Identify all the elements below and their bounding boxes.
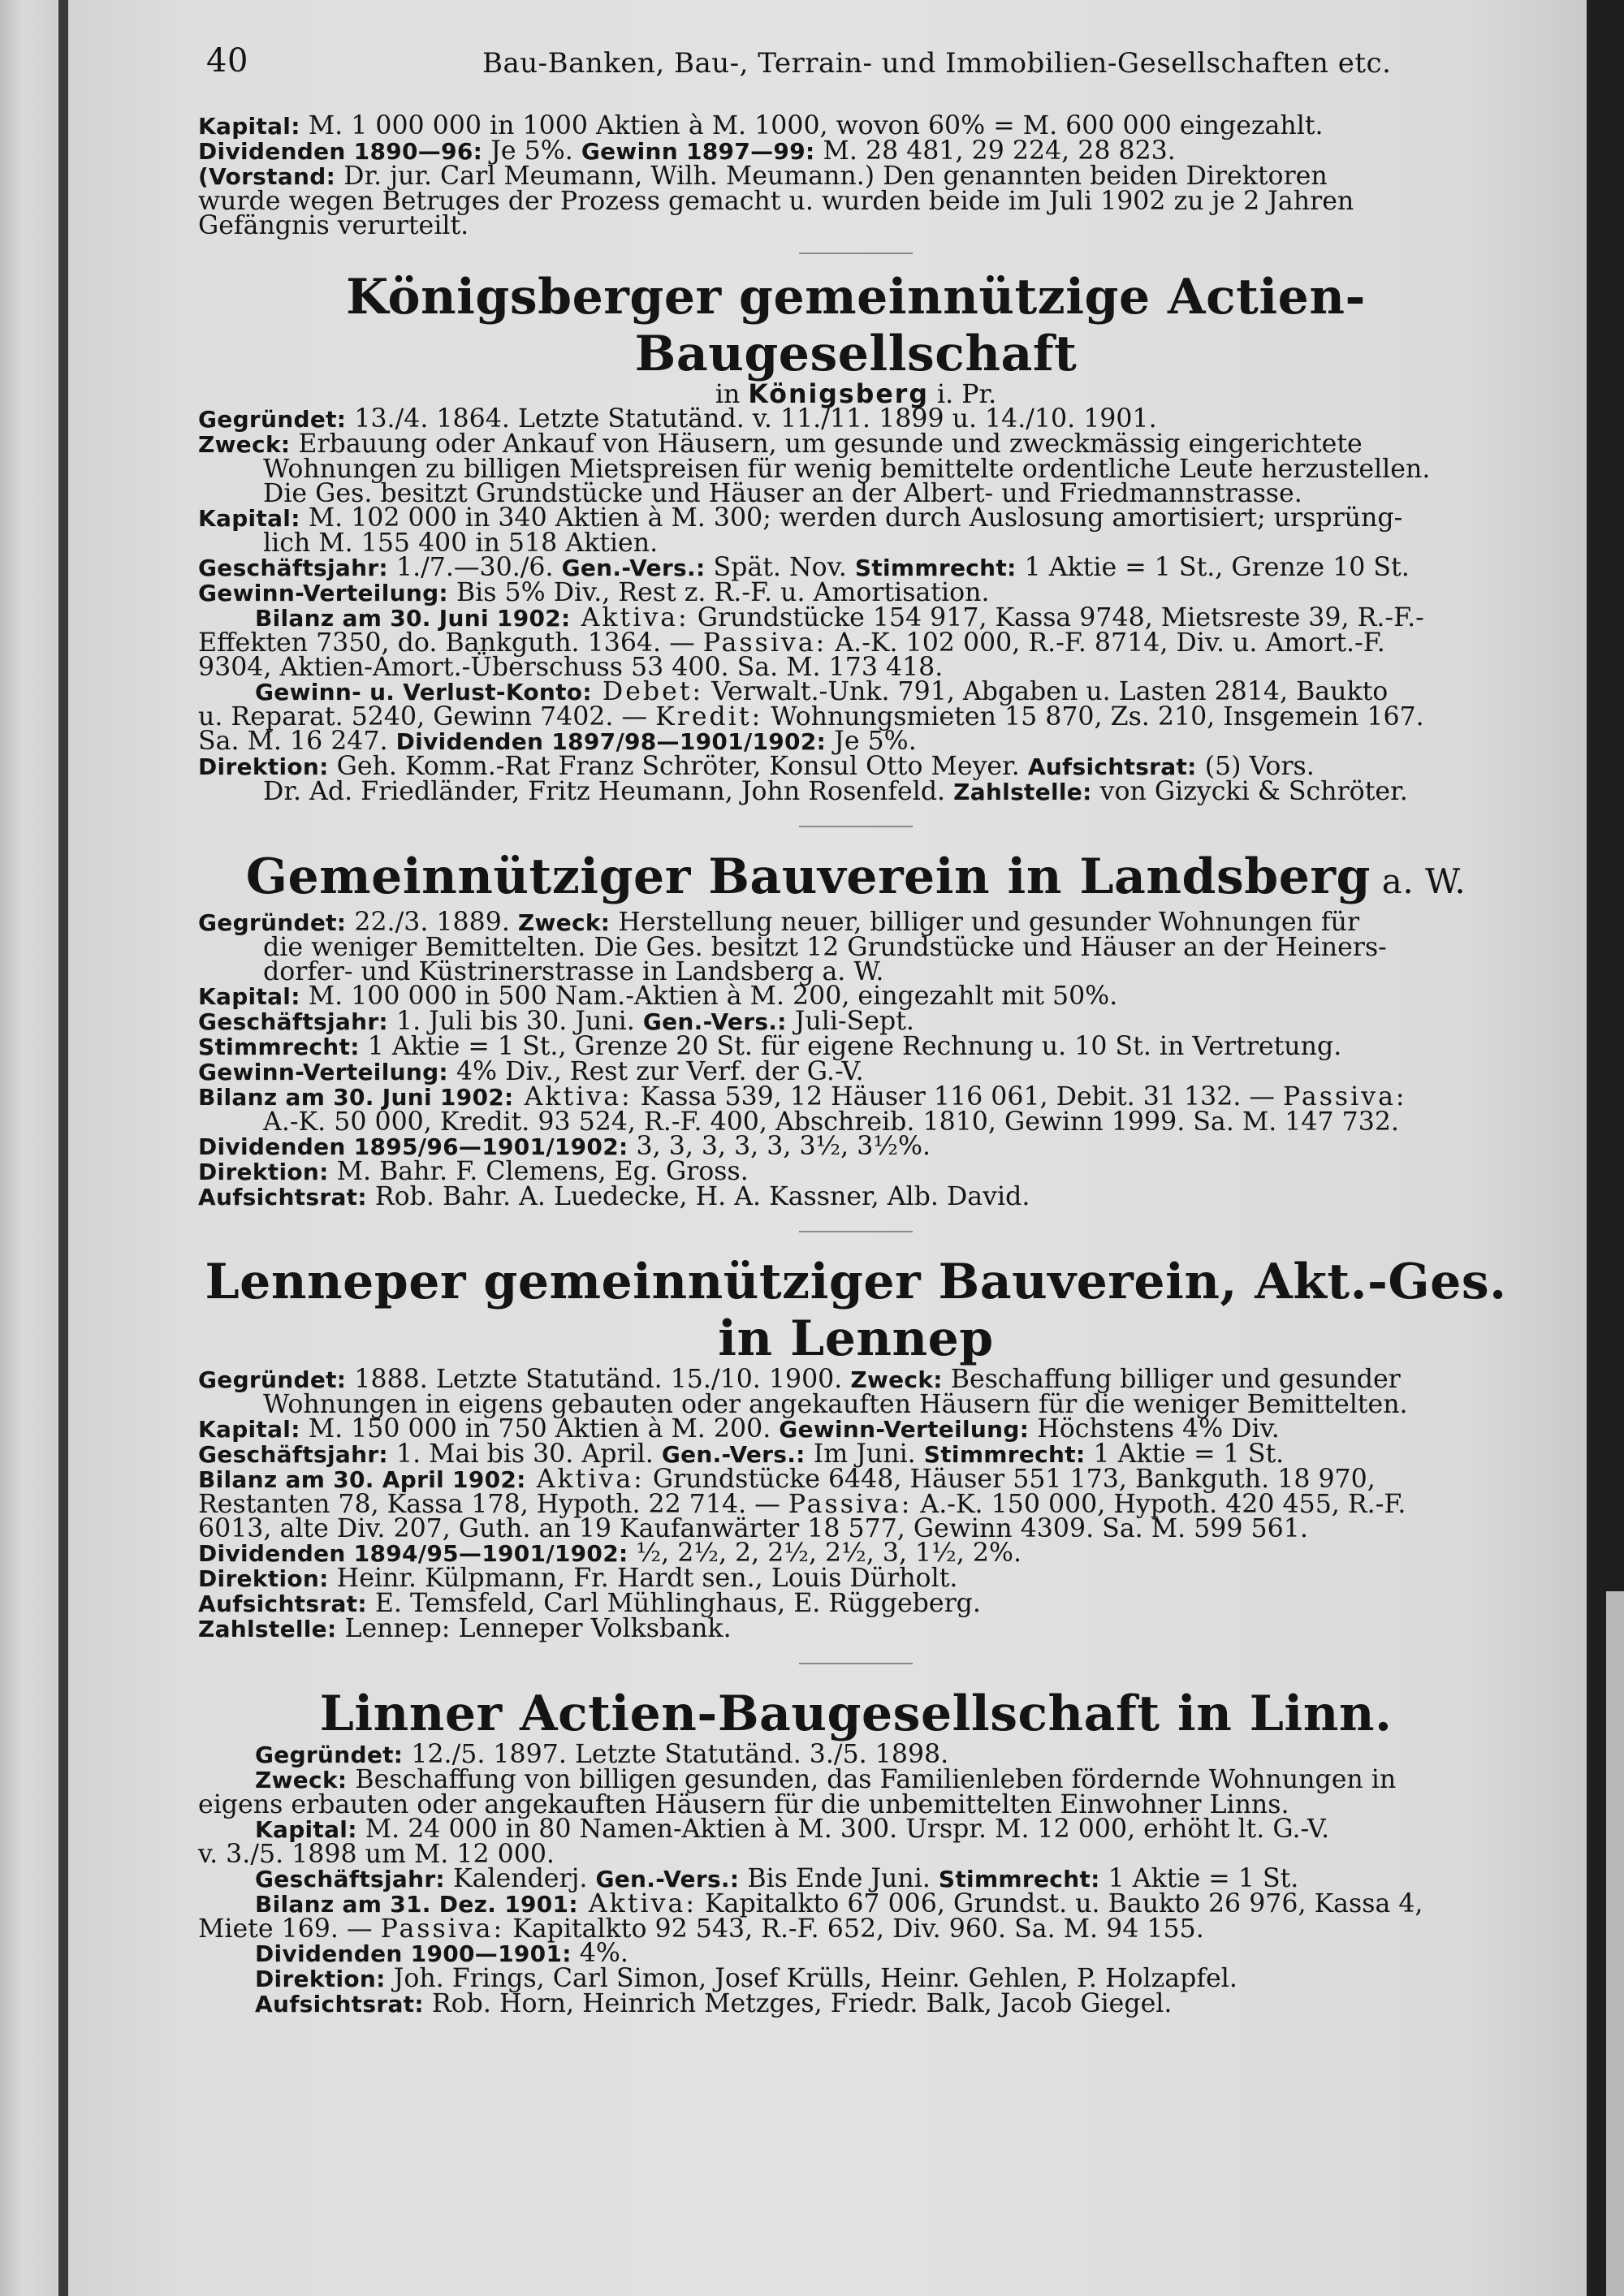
- entry-key: Geschäftsjahr:: [255, 1866, 445, 1892]
- entry-key: Geschäftsjahr:: [198, 1441, 388, 1468]
- entry-text: Geh. Komm.-Rat Franz Schröter, Konsul Otto Meyer.: [328, 752, 1028, 781]
- company-name: Lenneper gemeinnütziger Bauverein, Akt.-Ges. in Lennep: [205, 1254, 1507, 1367]
- entry-key: Direktion:: [198, 1565, 329, 1592]
- entry-line: [198, 677, 1514, 706]
- company-title: [198, 1254, 1514, 1367]
- entry-text: Rob. Bahr. A. Luedecke, H. A. Kassner, Alb. David.: [366, 1182, 1030, 1211]
- page-content: [198, 111, 1514, 2018]
- entry-key: Geschäftsjahr:: [198, 1008, 388, 1035]
- page-number: 40: [206, 42, 248, 80]
- entry-line: [198, 555, 1514, 580]
- entry-key: Gegründet:: [255, 1741, 404, 1768]
- entry-text: 1 Aktie = 1 St., Grenze 20 St. für eigene Rechnung u. 10 St. in Vertretung.: [359, 1032, 1342, 1061]
- entry-text: u. Reparat. 5240, Gewinn 7402. —: [198, 702, 656, 732]
- entry-key: Gewinn-Verteilung:: [779, 1416, 1030, 1443]
- entry-key: Stimmrecht:: [198, 1034, 360, 1060]
- entry-text: v. 3./5. 1898 um M. 12 000.: [198, 1840, 555, 1869]
- entry-key: Aufsichtsrat:: [198, 1184, 367, 1211]
- entry-key: Bilanz am 30. April 1902:: [198, 1466, 526, 1493]
- entry-text: Wohnungen zu billigen Mietspreisen für wenig bemittelte ordentliche Leute herzustellen.: [263, 455, 1431, 484]
- entry-key: Dividenden 1895/96—1901/1902:: [198, 1133, 628, 1160]
- entry-key: Kapital:: [198, 1416, 300, 1443]
- entry-text: 1. Juli bis 30. Juni.: [387, 1007, 643, 1036]
- company-name: Gemeinnütziger Bauverein in Landsberg: [245, 848, 1371, 905]
- entry-line: [198, 1492, 1514, 1517]
- entry-text: M. 1 000 000 in 1000 Aktien à M. 1000, wovon 60% = M. 600 000 eingezahlt.: [300, 111, 1324, 140]
- entry-text: Verwalt.-Unk. 791, Abgaben u. Lasten 2814, Baukto: [703, 677, 1389, 706]
- entry-text: M. 102 000 in 340 Aktien à M. 300; werden durch Auslosung amortisiert; ursprüng-: [300, 503, 1403, 533]
- entry-text: Sa. M. 16 247.: [198, 727, 396, 756]
- spacer: [198, 1664, 1514, 1685]
- entry-key: Aufsichtsrat:: [198, 1590, 367, 1617]
- entry-line: [198, 1009, 1514, 1034]
- entry-key: Gen.-Vers.:: [595, 1866, 740, 1892]
- spaced-label: Aktiva:: [513, 1082, 633, 1111]
- entry-text: Wohnungsmieten 15 870, Zs. 210, Insgemein 167.: [762, 702, 1424, 732]
- company-location: [198, 382, 1514, 407]
- entry-key: Kapital:: [198, 505, 300, 532]
- entry-text: Kassa 539, 12 Häuser 116 061, Debit. 31 132. —: [632, 1082, 1284, 1111]
- entry-line: [198, 984, 1514, 1009]
- entry-text: Kapitalkto 67 006, Grundst. u. Baukto 26 976, Kassa 4,: [696, 1889, 1423, 1918]
- company-title: [198, 848, 1514, 910]
- entry-text: 12./5. 1897. Letzte Statutänd. 3./5. 1898.: [403, 1740, 949, 1769]
- entry-key: Gewinn 1897—99:: [581, 138, 815, 165]
- entry-key: Zahlstelle:: [198, 1616, 337, 1642]
- entry-text: M. 24 000 in 80 Namen-Aktien à M. 300. Urspr. M. 12 000, erhöht lt. G.-V.: [356, 1815, 1330, 1844]
- entry-key: Gen.-Vers.:: [561, 555, 706, 581]
- entry-text: Beschaffung billiger und gesunder: [942, 1365, 1401, 1394]
- entry-line: [198, 1966, 1514, 1992]
- entry-line: [198, 1817, 1514, 1842]
- entry-text: 13./4. 1864. Letzte Statutänd. v. 11./11. 1899 u. 14./10. 1901.: [346, 404, 1157, 434]
- entry-text: 9304, Aktien-Amort.-Überschuss 53 400. Sa. M. 173 418.: [198, 653, 944, 682]
- entry-line: [198, 1790, 1514, 1819]
- entry-text: ½, 2½, 2, 2½, 2½, 3, 1½, 2%.: [628, 1539, 1022, 1568]
- entry-text: Dr. Ad. Friedländer, Fritz Heumann, John Rosenfeld.: [263, 777, 954, 806]
- entry-key: Gewinn-Verteilung:: [198, 1059, 448, 1085]
- entry-line: [198, 957, 1514, 986]
- entry-text: Beschaffung von billigen gesunden, das Familienleben fördernde Wohnungen in: [347, 1765, 1397, 1794]
- entry-key: Bilanz am 31. Dez. 1901:: [255, 1891, 578, 1918]
- entry-text: 4%.: [571, 1939, 628, 1968]
- entry-text: Heinr. Külpmann, Fr. Hardt sen., Louis Dürholt.: [328, 1564, 958, 1593]
- entry-text: Spät. Nov.: [705, 553, 855, 582]
- entry-key: Bilanz am 30. Juni 1902:: [255, 605, 571, 632]
- entry-line: [198, 1057, 1514, 1086]
- entry-text: (5) Vors.: [1196, 752, 1315, 781]
- entry-key: Bilanz am 30. Juni 1902:: [198, 1084, 514, 1111]
- entry-key: Stimmrecht:: [854, 555, 1017, 581]
- spaced-label: Passiva:: [1283, 1082, 1407, 1111]
- entry-text: Bis 5% Div., Rest z. R.-F. u. Amortisation.: [447, 578, 990, 607]
- entry-line: [198, 1941, 1514, 1966]
- entry-text: Joh. Frings, Carl Simon, Josef Krülls, Heinr. Gehlen, P. Holzapfel.: [385, 1964, 1237, 1993]
- intro-line: [198, 136, 1514, 166]
- left-page-margin: [0, 0, 58, 2296]
- entry-line: [198, 1767, 1514, 1793]
- entry-line: [198, 1591, 1514, 1616]
- entry-text: die weniger Bemittelten. Die Ges. besitzt 12 Grundstücke und Häuser an der Heiners-: [263, 933, 1387, 962]
- entry-text: Grundstücke 6448, Häuser 551 173, Bankguth. 18 970,: [644, 1465, 1376, 1494]
- entry-text: A.-K. 150 000, Hypoth. 420 455, R.-F.: [912, 1490, 1406, 1519]
- entry-text: Restanten 78, Kassa 178, Hypoth. 22 714. —: [198, 1490, 788, 1519]
- entry-line: [198, 1914, 1514, 1944]
- entry-text: E. Temsfeld, Carl Mühlinghaus, E. Rüggeberg.: [366, 1589, 981, 1618]
- next-page-sliver: [1606, 1591, 1624, 2296]
- location-city: Königsberg: [748, 380, 929, 409]
- entry-key: Zweck:: [198, 431, 291, 458]
- spacer: [198, 1232, 1514, 1254]
- spaced-label: Passiva:: [380, 1914, 505, 1944]
- entry-line: [198, 404, 1514, 434]
- entry-key: Dividenden 1890—96:: [198, 138, 483, 165]
- entry-text: Rob. Horn, Heinrich Metzges, Friedr. Balk, Jacob Giegel.: [423, 1989, 1173, 2018]
- entry-line: [198, 1467, 1514, 1492]
- entry-text: Dr. jur. Carl Meumann, Wilh. Meumann.) Den genannten beiden Direktoren: [335, 162, 1328, 191]
- entry-key: Aufsichtsrat:: [255, 1991, 424, 2018]
- company-name: Königsberger gemeinnützige Actien-Baugesellschaft: [346, 269, 1366, 382]
- entry-line: [198, 1159, 1514, 1185]
- entry-text: M. 150 000 in 750 Aktien à M. 200.: [300, 1414, 780, 1444]
- spacer: [198, 1642, 1514, 1663]
- entry-text: 1./7.—30./6.: [387, 553, 562, 582]
- entry-text: 6013, alte Div. 207, Guth. an 19 Kaufanwärter 18 577, Gewinn 4309. Sa. M. 599 561.: [198, 1514, 1308, 1543]
- spaced-label: Debet:: [591, 677, 704, 706]
- entry-line: [198, 481, 1514, 506]
- entry-line: [198, 935, 1514, 960]
- entry-text: lich M. 155 400 in 518 Aktien.: [263, 529, 659, 558]
- entry-key: Kapital:: [255, 1816, 357, 1843]
- entry-text: dorfer- und Küstrinerstrasse in Landsberg a. W.: [263, 957, 884, 986]
- company-location-suffix: a. W.: [1370, 861, 1466, 901]
- entry-text: wurde wegen Betruges der Prozess gemacht u. wurden beide im Juli 1902 zu je 2 Jahren: [198, 187, 1354, 216]
- entry-text: M. 28 481, 29 224, 28 823.: [814, 136, 1176, 166]
- entry-text: Kapitalkto 92 543, R.-F. 652, Div. 960. Sa. M. 94 155.: [504, 1914, 1204, 1944]
- entry-text: M. Bahr. F. Clemens, Eg. Gross.: [328, 1157, 749, 1186]
- entry-text: Die Ges. besitzt Grundstücke und Häuser an der Albert- und Friedmannstrasse.: [263, 479, 1302, 508]
- running-title: Bau-Banken, Bau-, Terrain- und Immobilien-Gesellschaften etc.: [482, 47, 1392, 80]
- entry-key: Direktion:: [198, 1159, 329, 1185]
- entry-line: [198, 1134, 1514, 1159]
- entry-line: [198, 729, 1514, 754]
- entry-text: Wohnungen in eigens gebauten oder angekauften Häusern für die weniger Bemittelten.: [263, 1390, 1408, 1419]
- entry-line: [198, 1889, 1514, 1918]
- entry-key: Zweck:: [850, 1366, 943, 1393]
- entry-text: 1 Aktie = 1 St.: [1099, 1864, 1299, 1893]
- entry-text: Bis Ende Juni.: [739, 1864, 939, 1893]
- entry-text: A.-K. 50 000, Kredit. 93 524, R.-F. 400, Abschreib. 1810, Gewinn 1999. Sa. M. 147 732.: [263, 1107, 1399, 1137]
- entry-text: Lennep: Lenneper Volksbank.: [336, 1614, 732, 1643]
- spaced-label: Passiva:: [702, 628, 827, 658]
- entry-line: [198, 503, 1514, 533]
- spaced-label: Aktiva:: [525, 1465, 645, 1494]
- entry-text: Gefängnis verurteilt.: [198, 211, 469, 240]
- entry-line: [198, 702, 1514, 732]
- intro-line: [198, 211, 1514, 240]
- spacer: [198, 254, 1514, 269]
- entry-key: Gewinn-Verteilung:: [198, 580, 448, 606]
- entry-key: Dividenden 1900—1901:: [255, 1940, 572, 1967]
- location-suffix: i. Pr.: [928, 380, 997, 409]
- entry-key: (Vorstand:: [198, 163, 336, 190]
- entry-key: Gen.-Vers.:: [661, 1441, 806, 1468]
- entry-text: eigens erbauten oder angekauften Häusern für die unbemittelten Einwohner Linns.: [198, 1790, 1289, 1819]
- entry-line: [198, 1864, 1514, 1893]
- entry-line: [198, 1082, 1514, 1111]
- entry-text: 1 Aktie = 1 St., Grenze 10 St.: [1016, 553, 1410, 582]
- entry-line: [198, 1616, 1514, 1642]
- entry-line: [198, 655, 1514, 680]
- entry-line: [198, 754, 1514, 779]
- entry-key: Stimmrecht:: [938, 1866, 1100, 1892]
- entry-key: Stimmrecht:: [923, 1441, 1086, 1468]
- entry-key: Direktion:: [255, 1966, 386, 1992]
- company-name: Linner Actien-Baugesellschaft in Linn.: [319, 1685, 1393, 1742]
- entry-text: Miete 169. —: [198, 1914, 381, 1944]
- entry-line: [198, 1989, 1514, 2018]
- entry-line: [198, 779, 1514, 805]
- entry-key: Direktion:: [198, 753, 329, 780]
- spaced-label: Aktiva:: [577, 1889, 697, 1918]
- entry-key: Kapital:: [198, 113, 300, 140]
- spacer: [198, 1210, 1514, 1231]
- entry-text: Grundstücke 154 917, Kassa 9748, Mietsreste 39, R.-F.-: [689, 603, 1424, 632]
- entry-text: Höchstens 4% Div.: [1029, 1414, 1280, 1444]
- entry-line: [198, 1742, 1514, 1767]
- entry-text: Herstellung neuer, billiger und gesunder Wohnungen für: [610, 908, 1360, 937]
- entry-text: 1. Mai bis 30. April.: [387, 1439, 662, 1469]
- entry-text: 3, 3, 3, 3, 3, 3½, 3½%.: [628, 1132, 931, 1161]
- entry-text: 4% Div., Rest zur Verf. der G.-V.: [447, 1057, 864, 1086]
- spaced-label: Aktiva:: [570, 603, 689, 632]
- entry-key: Dividenden 1897/98—1901/1902:: [395, 728, 827, 755]
- entry-line: [198, 1439, 1514, 1469]
- entry-line: [198, 429, 1514, 459]
- company-title: [198, 269, 1514, 382]
- intro-line: [198, 111, 1514, 140]
- spacer: [198, 827, 1514, 848]
- entry-text: von Gizycki & Schröter.: [1091, 777, 1408, 806]
- company-title: [198, 1685, 1514, 1742]
- entry-text: 22./3. 1889.: [346, 908, 518, 937]
- entry-text: Kalenderj.: [444, 1864, 596, 1893]
- spaced-label: Passiva:: [788, 1490, 913, 1519]
- entry-text: Erbauung oder Ankauf von Häusern, um gesunde und zweckmässig eingerichtete: [290, 429, 1363, 459]
- entry-line: [198, 529, 1514, 558]
- page-header: [138, 42, 1592, 83]
- entry-key: Gegründet:: [198, 909, 347, 936]
- entry-line: [198, 1842, 1514, 1867]
- entry-line: [198, 1414, 1514, 1444]
- entry-text: 1 Aktie = 1 St.: [1085, 1439, 1285, 1469]
- entry-line: [198, 1514, 1514, 1543]
- location-prefix: in: [715, 380, 749, 409]
- entry-text: 1888. Letzte Statutänd. 15./10. 1900.: [346, 1365, 851, 1394]
- entry-key: Gegründet:: [198, 1366, 347, 1393]
- entry-key: Aufsichtsrat:: [1027, 753, 1197, 780]
- entry-line: [198, 1182, 1514, 1211]
- entry-key: Zweck:: [255, 1767, 348, 1793]
- book-spine-shadow: [58, 0, 68, 2296]
- entry-key: Gewinn- u. Verlust-Konto:: [255, 679, 592, 706]
- entry-line: [198, 1107, 1514, 1137]
- entry-text: Im Juni.: [805, 1439, 924, 1469]
- entry-text: Effekten 7350, do. Bankguth. 1364. —: [198, 628, 703, 658]
- entry-text: Juli-Sept.: [786, 1007, 914, 1036]
- entry-key: Zahlstelle:: [953, 779, 1092, 805]
- entry-key: Zweck:: [517, 909, 611, 936]
- entry-line: [198, 455, 1514, 484]
- entry-line: [198, 628, 1514, 658]
- entry-line: [198, 1566, 1514, 1591]
- entry-key: Geschäftsjahr:: [198, 555, 388, 581]
- entry-text: A.-K. 102 000, R.-F. 8714, Div. u. Amort.-F.: [827, 628, 1385, 658]
- entry-key: Dividenden 1894/95—1901/1902:: [198, 1540, 628, 1567]
- entry-text: M. 100 000 in 500 Nam.-Aktien à M. 200, eingezahlt mit 50%.: [300, 982, 1118, 1011]
- entry-line: [198, 1541, 1514, 1566]
- entry-line: [198, 1392, 1514, 1417]
- entry-line: [198, 910, 1514, 935]
- spacer: [198, 805, 1514, 826]
- entry-text: Je 5%.: [482, 136, 581, 166]
- spaced-label: Kredit:: [655, 702, 763, 732]
- entry-line: [198, 1034, 1514, 1060]
- entry-key: Gen.-Vers.:: [642, 1008, 787, 1035]
- entry-key: Kapital:: [198, 983, 300, 1010]
- entry-line: [198, 1367, 1514, 1392]
- entry-line: [198, 603, 1514, 632]
- intro-line: [198, 164, 1514, 189]
- entry-line: [198, 580, 1514, 606]
- entry-key: Gegründet:: [198, 406, 347, 433]
- intro-line: [198, 189, 1514, 214]
- entry-text: Je 5%.: [826, 727, 917, 756]
